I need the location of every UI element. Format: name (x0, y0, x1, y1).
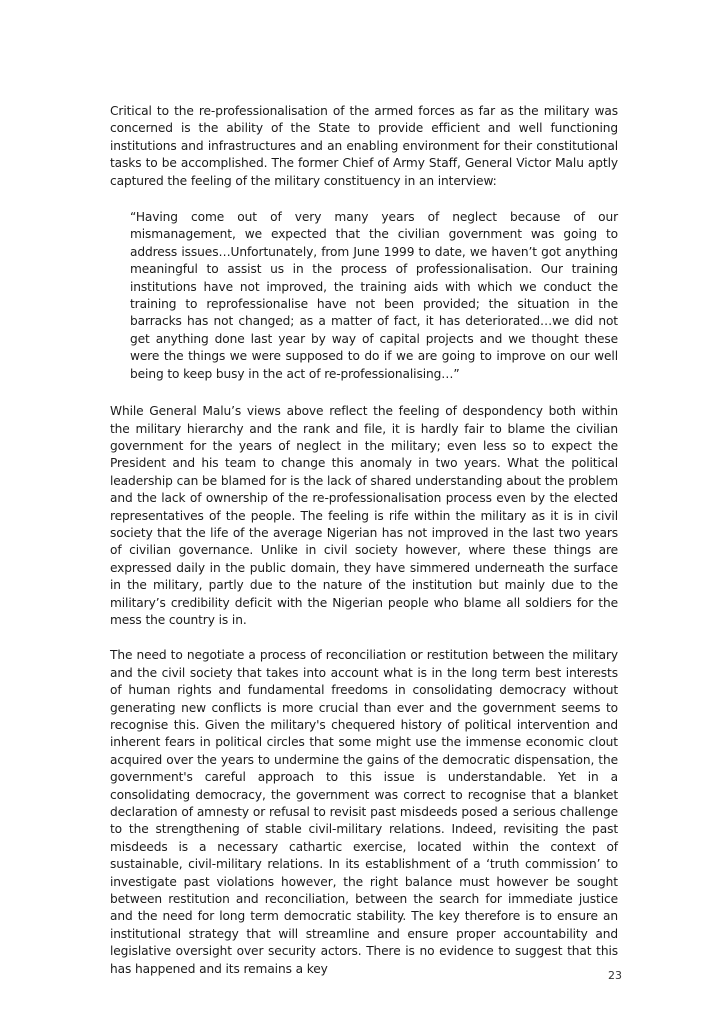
page-number: 23 (608, 969, 622, 982)
document-page (110, 103, 618, 978)
malu-quote-paragraph: “Having come out of very many years of neglect because of our mismanagement, we expected that the civilian government was going to address issues…Unfortunately, from June 1999 to date, we haven’t got anything meaningful to assist us in the process of professionalisation. Our training institutions have not improved, the training aids with which we conduct the training to reprofessionalise have not been provided; the situation in the barracks has not changed; as a matter of fact, it has deteriorated…we did not get anything done last year by way of capital projects and we thought these were the things we were supposed to do if we are going to improve on our well being to keep busy in the act of re-professionalising…” (130, 210, 618, 381)
reconciliation-paragraph: The need to negotiate a process of reconciliation or restitution between the military and the civil society that takes into account what is in the long term best interests of human rights and fundamental freedoms in consolidating democracy without generating new conflicts is more crucial than ever and the government seems to recognise this. Given the military's chequered history of political intervention and inherent fears in political circles that some might use the immense economic clout acquired over the years to undermine the gains of the democratic dispensation, the government's careful approach to this issue is understandable. Yet in a consolidating democracy, the government was correct to recognise that a blanket declaration of amnesty or refusal to revisit past misdeeds posed a serious challenge to the strengthening of stable civil-military relations. Indeed, revisiting the past misdeeds is a necessary cathartic exercise, located within the context of sustainable, civil-military relations. In its establishment of a ‘truth commission’ to investigate past violations however, the right balance must however be sought between restitution and reconciliation, between the search for immediate justice and the need for long term democratic stability. The key therefore is to ensure an institutional strategy that will streamline and ensure proper accountability and legislative oversight over security actors. There is no evidence to suggest that this has happened and its remains a key (110, 648, 618, 976)
intro-paragraph: Critical to the re-professionalisation of the armed forces as far as the military was concerned is the ability of the State to provide efficient and well functioning institutions and infrastructures and an enabling environment for their constitutional tasks to be accomplished. The former Chief of Army Staff, General Victor Malu aptly captured the feeling of the military constituency in an interview: (110, 104, 618, 188)
analysis-paragraph: While General Malu’s views above reflect the feeling of despondency both within the military hierarchy and the rank and file, it is hardly fair to blame the civilian government for the years of neglect in the military; even less so to expect the President and his team to change this anomaly in two years. What the political leadership can be blamed for is the lack of shared understanding about the problem and the lack of ownership of the re-professionalisation process even by the elected representatives of the people. The feeling is rife within the military as it is in civil society that the life of the average Nigerian has not improved in the last two years of civilian governance. Unlike in civil society however, where these things are expressed daily in the public domain, they have simmered underneath the surface in the military, partly due to the nature of the institution but mainly due to the military’s credibility deficit with the Nigerian people who blame all soldiers for the mess the country is in. (110, 404, 618, 627)
